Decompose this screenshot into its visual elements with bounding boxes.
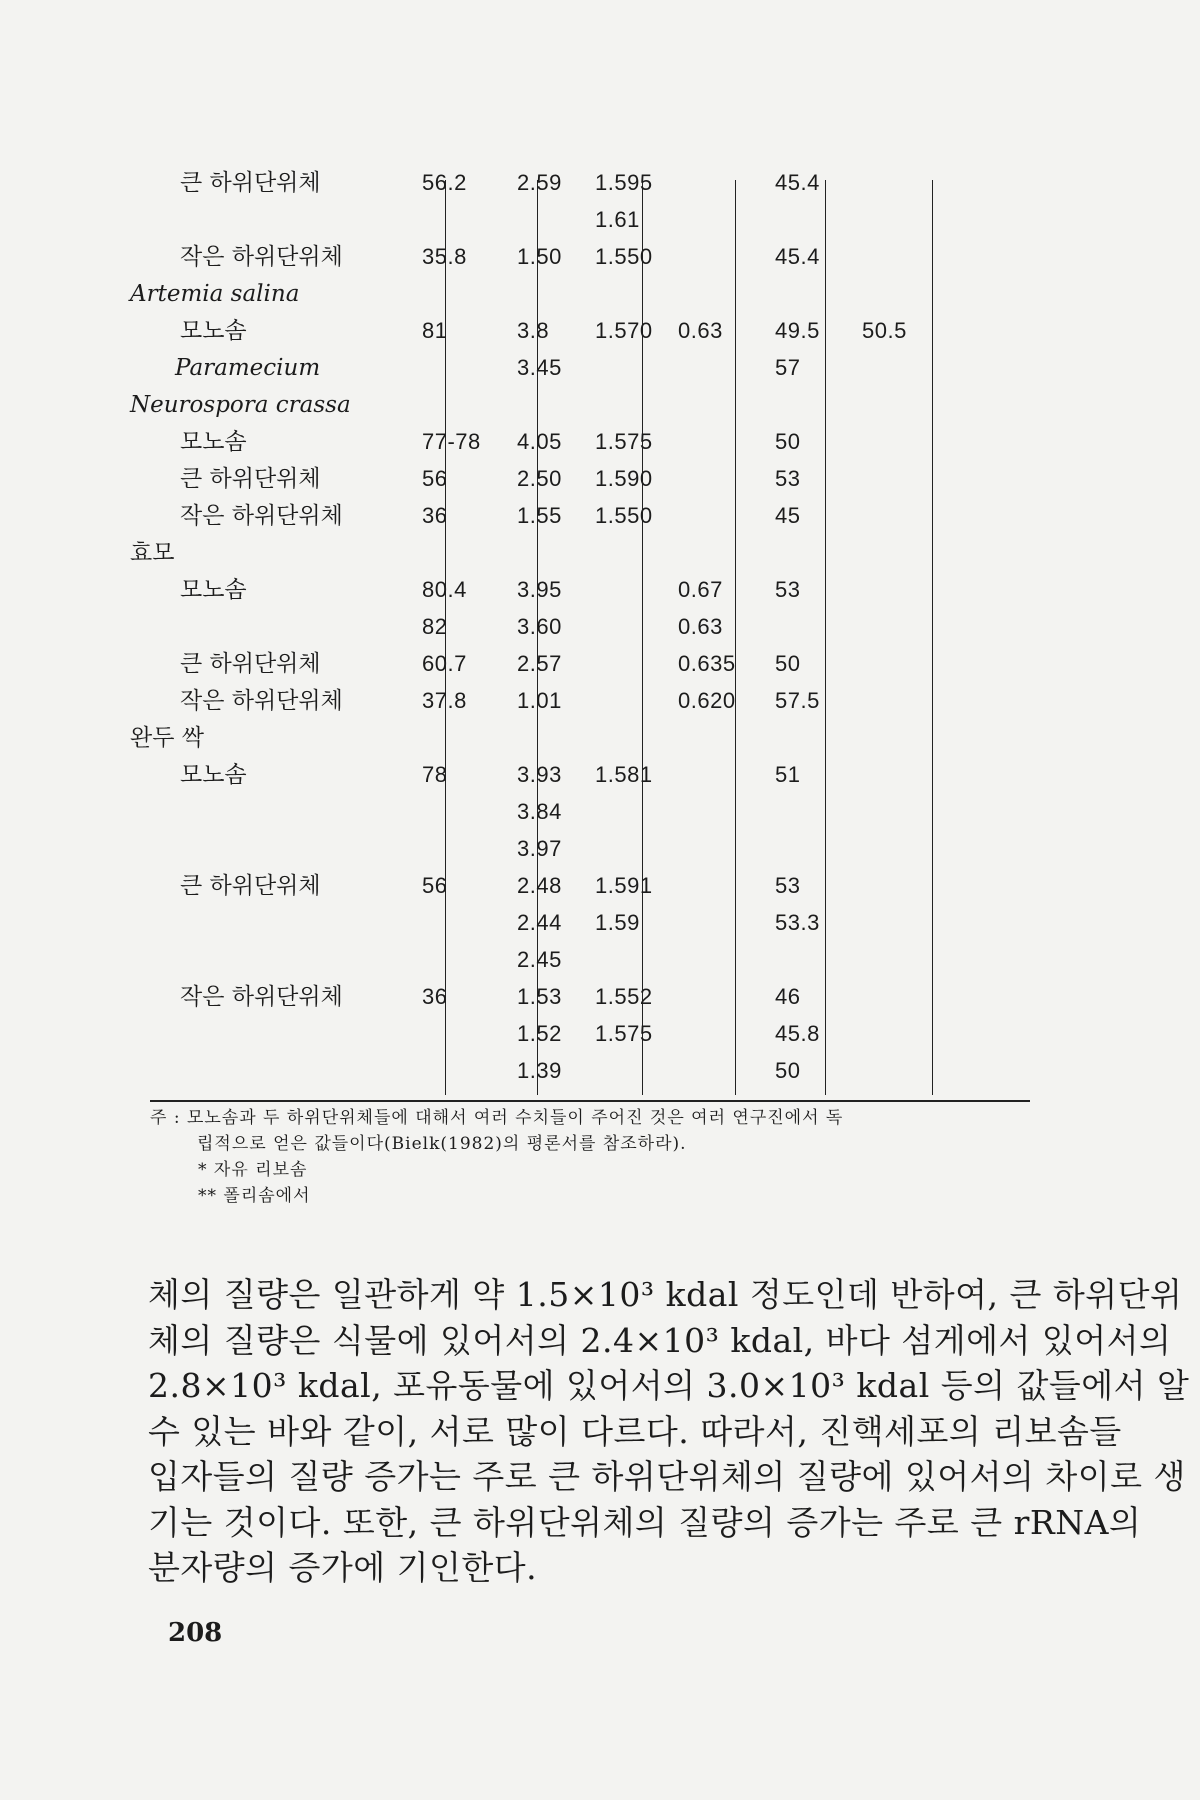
ratio-cell: 0.63 [678, 614, 723, 639]
mass-cell: 56 [422, 873, 448, 898]
density-cell: 1.575 [595, 1021, 653, 1046]
row-label: Artemia salina [130, 281, 300, 307]
extra-cell: 50.5 [862, 318, 907, 343]
gc-cell: 50 [775, 1058, 801, 1083]
sedimentation-cell: 3.95 [517, 577, 562, 602]
gc-cell: 45.4 [775, 170, 820, 195]
paragraph-line: 분자량의 증가에 기인한다. [148, 1548, 538, 1587]
footnote-line-2: 립적으로 얻은 값들이다(Bielk(1982)의 평론서를 참조하라). [197, 1134, 687, 1154]
mass-cell: 60.7 [422, 651, 467, 676]
column-divider [932, 180, 933, 1095]
sedimentation-cell: 4.05 [517, 429, 562, 454]
mass-cell: 35.8 [422, 244, 467, 269]
column-divider [825, 180, 826, 1095]
gc-cell: 49.5 [775, 318, 820, 343]
paragraph-line: 기는 것이다. 또한, 큰 하위단위체의 질량의 증가는 주로 큰 rRNA의 [148, 1502, 1142, 1542]
sedimentation-cell: 2.57 [517, 651, 562, 676]
mass-cell: 81 [422, 318, 448, 343]
paragraph-line: 2.8×10³ kdal, 포유동물에 있어서의 3.0×10³ kdal 등의 값들에서 알 [148, 1366, 1190, 1405]
sedimentation-cell: 1.55 [517, 503, 562, 528]
ratio-cell: 0.635 [678, 651, 736, 676]
paragraph-line: 입자들의 질량 증가는 주로 큰 하위단위체의 질량에 있어서의 차이로 생 [148, 1457, 1186, 1496]
sedimentation-cell: 2.48 [517, 873, 562, 898]
density-cell: 1.570 [595, 318, 653, 343]
mass-cell: 36 [422, 503, 448, 528]
footnote-line-1: 주 : 모노솜과 두 하위단위체들에 대해서 여러 수치들이 주어진 것은 여러 연구진에서 독 [150, 1108, 844, 1128]
gc-cell: 53 [775, 577, 801, 602]
density-cell: 1.595 [595, 170, 653, 195]
gc-cell: 57 [775, 355, 801, 380]
row-label: 작은 하위단위체 [180, 503, 343, 529]
sedimentation-cell: 2.59 [517, 170, 562, 195]
density-cell: 1.550 [595, 503, 653, 528]
sedimentation-cell: 1.39 [517, 1058, 562, 1083]
ratio-cell: 0.63 [678, 318, 723, 343]
row-label: 모노솜 [180, 318, 247, 344]
sedimentation-cell: 2.50 [517, 466, 562, 491]
row-label: 큰 하위단위체 [180, 466, 321, 492]
table-bottom-rule [150, 1100, 1030, 1102]
row-label: 작은 하위단위체 [180, 688, 343, 714]
sedimentation-cell: 3.97 [517, 836, 562, 861]
mass-cell: 37.8 [422, 688, 467, 713]
row-label: 모노솜 [180, 577, 247, 603]
row-label: 큰 하위단위체 [180, 170, 321, 196]
row-label: 큰 하위단위체 [180, 873, 321, 899]
gc-cell: 45.4 [775, 244, 820, 269]
sedimentation-cell: 3.60 [517, 614, 562, 639]
mass-cell: 56 [422, 466, 448, 491]
row-label: 작은 하위단위체 [180, 244, 343, 270]
ratio-cell: 0.67 [678, 577, 723, 602]
row-label: 작은 하위단위체 [180, 984, 343, 1010]
row-label: 모노솜 [180, 429, 247, 455]
row-label: Paramecium [175, 355, 321, 381]
paragraph-line: 수 있는 바와 같이, 서로 많이 다르다. 따라서, 진핵세포의 리보솜들 [148, 1411, 1122, 1451]
gc-cell: 45 [775, 503, 801, 528]
sedimentation-cell: 3.8 [517, 318, 550, 343]
mass-cell: 56.2 [422, 170, 467, 195]
sedimentation-cell: 1.52 [517, 1021, 562, 1046]
mass-cell: 80.4 [422, 577, 467, 602]
mass-cell: 82 [422, 614, 448, 639]
mass-cell: 78 [422, 762, 448, 787]
density-cell: 1.59 [595, 910, 640, 935]
row-label: 효모 [130, 540, 175, 566]
gc-cell: 53 [775, 466, 801, 491]
density-cell: 1.591 [595, 873, 653, 898]
sedimentation-cell: 3.45 [517, 355, 562, 380]
density-cell: 1.581 [595, 762, 653, 787]
gc-cell: 51 [775, 762, 801, 787]
gc-cell: 50 [775, 651, 801, 676]
mass-cell: 36 [422, 984, 448, 1009]
gc-cell: 46 [775, 984, 801, 1009]
density-cell: 1.552 [595, 984, 653, 1009]
gc-cell: 53 [775, 873, 801, 898]
density-cell: 1.590 [595, 466, 653, 491]
row-label: 완두 싹 [130, 725, 204, 751]
footnote-polysome: ** 폴리솜에서 [198, 1186, 311, 1206]
data-table [130, 170, 1030, 1100]
paragraph-line: 체의 질량은 식물에 있어서의 2.4×10³ kdal, 바다 섬게에서 있어서의 [148, 1320, 1172, 1360]
column-divider [735, 180, 736, 1095]
gc-cell: 45.8 [775, 1021, 820, 1046]
row-label: Neurospora crassa [130, 392, 351, 418]
sedimentation-cell: 2.45 [517, 947, 562, 972]
footnote-free-ribosome: * 자유 리보솜 [198, 1160, 308, 1180]
gc-cell: 50 [775, 429, 801, 454]
sedimentation-cell: 1.50 [517, 244, 562, 269]
body-paragraph [148, 1272, 1190, 1591]
sedimentation-cell: 1.53 [517, 984, 562, 1009]
gc-cell: 53.3 [775, 910, 820, 935]
sedimentation-cell: 1.01 [517, 688, 562, 713]
sedimentation-cell: 3.93 [517, 762, 562, 787]
page-number: 208 [168, 1618, 223, 1648]
mass-cell: 77-78 [422, 429, 481, 454]
density-cell: 1.61 [595, 207, 640, 232]
sedimentation-cell: 2.44 [517, 910, 562, 935]
gc-cell: 57.5 [775, 688, 820, 713]
density-cell: 1.550 [595, 244, 653, 269]
paragraph-line: 체의 질량은 일관하게 약 1.5×10³ kdal 정도인데 반하여, 큰 하위단위 [148, 1275, 1183, 1314]
ratio-cell: 0.620 [678, 688, 736, 713]
row-label: 큰 하위단위체 [180, 651, 321, 677]
density-cell: 1.575 [595, 429, 653, 454]
row-label: 모노솜 [180, 762, 247, 788]
sedimentation-cell: 3.84 [517, 799, 562, 824]
